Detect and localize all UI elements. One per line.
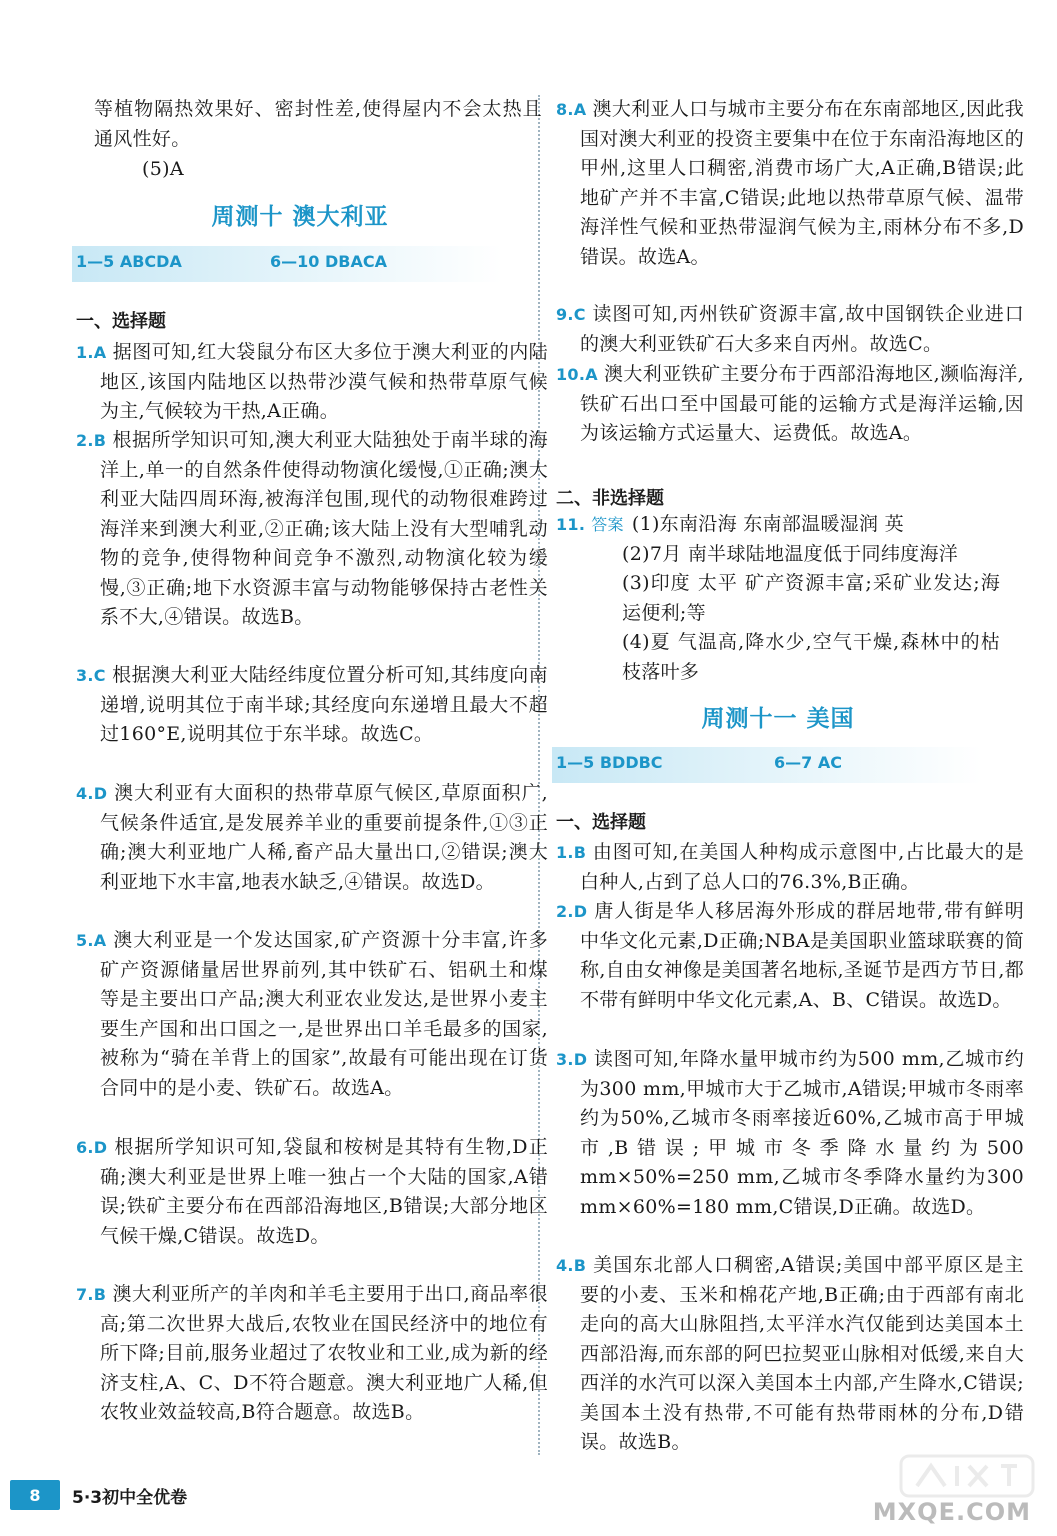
question-5 (76, 926, 548, 1103)
question-6 (76, 1133, 548, 1251)
question-text: 根据所学知识可知,袋鼠和桉树是其特有生物,D正确;澳大利亚是世界上唯一独占一个大陆的国家,A错误;铁矿主要分布在西部沿海地区,B错误;大部分地区气候干燥,C错误。故选D。 (100, 1136, 548, 1247)
question-r2 (556, 897, 1024, 1015)
answer-line-2: (2)7月 南半球陆地温度低于同纬度海洋 (622, 542, 959, 565)
question-number: 1.A (76, 343, 107, 362)
answer-bar-week10 (72, 246, 502, 282)
answer-bar-week11 (552, 747, 982, 783)
question-9 (556, 300, 1024, 359)
question-number: 1.B (556, 843, 587, 862)
question-number: 3.C (76, 666, 106, 685)
question-text: 澳大利亚是一个发达国家,矿产资源十分丰富,许多矿产资源储量居世界前列,其中铁矿石、铝矾土和煤等是主要出口产品;澳大利亚农业发达,是世界小麦主要生产国和出口国之一,是世界出口羊毛最多的国家,被称为“骑在羊背上的国家”,故最有可能出现在订货合同中的是小麦、铁矿石。故选A。 (100, 929, 548, 1099)
book-title: 5·3初中全优卷 (72, 1487, 188, 1508)
question-number: 7.B (76, 1285, 107, 1304)
question-number: 11. (556, 515, 586, 534)
section-title-week10: 周测十 澳大利亚 (211, 203, 389, 230)
question-text: 根据所学知识可知,澳大利亚大陆独处于南半球的海洋上,单一的自然条件使得动物演化缓慢,①正确;澳大利亚大陆四周环海,被海洋包围,现代的动物很难跨过海洋来到澳大利亚,②正确;该大陆上没有大型哺乳动物的竞争,使得物种间竞争不激烈,动物演化较为缓慢,③正确;地下水资源丰富与动物能够保持古老性关系不大,④错误。故选B。 (100, 429, 548, 628)
question-1 (76, 338, 548, 427)
answer-line-1: (1)东南沿海 东南部温暖湿润 英 (631, 513, 904, 535)
answers-6-7: 6—7 AC (774, 753, 842, 772)
section-title-week11: 周测十一 美国 (701, 705, 855, 732)
question-number: 2.D (556, 902, 588, 921)
answers-1-5: 1—5 BDDBC (556, 753, 663, 772)
question-text: 读图可知,丙州铁矿资源丰富,故中国钢铁企业进口的澳大利亚铁矿石大多来自丙州。故选C。 (580, 303, 1024, 355)
answers-1-5: 1—5 ABCDA (76, 252, 182, 271)
question-text: 唐人街是华人移居海外形成的群居地带,带有鲜明中华文化元素,D正确;NBA是美国职业篮球联赛的简称,自由女神像是美国著名地标,圣诞节是西方节日,都不带有鲜明中华文化元素,A、B、C错误。故选D。 (580, 900, 1024, 1011)
question-number: 5.A (76, 931, 107, 950)
question-text: 读图可知,年降水量甲城市约为500 mm,乙城市约为300 mm,甲城市大于乙城市,A错误;甲城市冬雨率约为50%,乙城市冬雨率接近60%,乙城市高于甲城市,B错误;甲城市冬季降水量约为500 mm×50%=250 mm,乙城市冬季降水量约为300 mm×60%=180 mm,C错误,D正确。故选D。 (580, 1048, 1024, 1218)
question-7 (76, 1280, 548, 1428)
question-2 (76, 426, 548, 633)
question-text: 美国东北部人口稠密,A错误;美国中部平原区是主要的小麦、玉米和棉花产地,B正确;由于西部有南北走向的高大山脉阻挡,太平洋水汽仅能到达美国本土西部沿海,而东部的阿巴拉契亚山脉相对低缓,来自大西洋的水汽可以深入美国本土内部,产生降水,C错误;美国本土没有热带,不可能有热带雨林的分布,D错误。故选B。 (580, 1254, 1024, 1453)
question-11 (556, 510, 1000, 687)
question-text: 澳大利亚有大面积的热带草原气候区,草原面积广,气候条件适宜,是发展养羊业的重要前提条件,①③正确;澳大利亚地广人稀,畜产品大量出口,②错误;澳大利亚地下水丰富,地表水缺乏,④错误。故选D。 (100, 782, 548, 893)
answers-6-10: 6—10 DBACA (270, 252, 387, 271)
question-4 (76, 779, 548, 897)
answer-line-3: (3)印度 太平 矿产资源丰富;采矿业发达;海运便利;等 (622, 572, 1000, 624)
question-number: 3.D (556, 1050, 588, 1069)
answer-line-4: (4)夏 气温高,降水少,空气干燥,森林中的枯枝落叶多 (622, 631, 1000, 683)
question-r1 (556, 838, 1024, 897)
question-r4 (556, 1251, 1024, 1458)
question-number: 4.B (556, 1256, 587, 1275)
subhead-choice-week11: 一、选择题 (556, 812, 646, 833)
question-3 (76, 661, 548, 750)
question-number: 8.A (556, 100, 587, 119)
question-8 (556, 95, 1024, 272)
column-divider (538, 95, 540, 1455)
question-text: 澳大利亚铁矿主要分布于西部沿海地区,濒临海洋,铁矿石出口至中国最可能的运输方式是海洋运输,因为该运输方式运量大、运费低。故选A。 (580, 363, 1024, 444)
watermark-text: MXQE.COM (872, 1498, 1031, 1526)
question-number: 9.C (556, 305, 586, 324)
question-r3 (556, 1045, 1024, 1222)
question-text: 澳大利亚所产的羊肉和羊毛主要用于出口,商品率很高;第二次世界大战后,农牧业在国民经济中的地位有所下降;目前,服务业超过了农牧业和工业,成为新的经济支柱,A、C、D不符合题意。澳大利亚地广人稀,但农牧业效益较高,B符合题意。故选B。 (100, 1283, 548, 1423)
question-10 (556, 360, 1024, 449)
subhead-nonchoice: 二、非选择题 (556, 488, 664, 509)
answer-tag: 答案 (591, 515, 624, 534)
page-footer (10, 1477, 187, 1513)
continuation-paragraph: 等植物隔热效果好、密封性差,使得屋内不会太热且通风性好。 (94, 98, 542, 150)
question-number: 4.D (76, 784, 108, 803)
question-number: 10.A (556, 365, 598, 384)
question-text: 据图可知,红大袋鼠分布区大多位于澳大利亚的内陆地区,该国内陆地区以热带沙漠气候和热带草原气候为主,气候较为干热,A正确。 (100, 341, 548, 422)
subhead-choice: 一、选择题 (76, 311, 166, 332)
question-text: 根据澳大利亚大陆经纬度位置分析可知,其纬度向南递增,说明其位于南半球;其经度向东递增且最大不超过160°E,说明其位于东半球。故选C。 (100, 664, 548, 745)
page-number: 8 (10, 1480, 60, 1510)
continuation-answer: (5)A (142, 158, 184, 180)
question-number: 6.D (76, 1138, 108, 1157)
question-text: 由图可知,在美国人种构成示意图中,占比最大的是白种人,占到了总人口的76.3%,B正确。 (580, 841, 1024, 893)
question-text: 澳大利亚人口与城市主要分布在东南部地区,因此我国对澳大利亚的投资主要集中在位于东南沿海地区的甲州,这里人口稠密,消费市场广大,A正确,B错误;此地矿产并不丰富,C错误;此地以热带草原气候、温带海洋性气候和亚热带湿润气候为主,雨林分布不多,D错误。故选A。 (580, 98, 1024, 268)
question-number: 2.B (76, 431, 107, 450)
